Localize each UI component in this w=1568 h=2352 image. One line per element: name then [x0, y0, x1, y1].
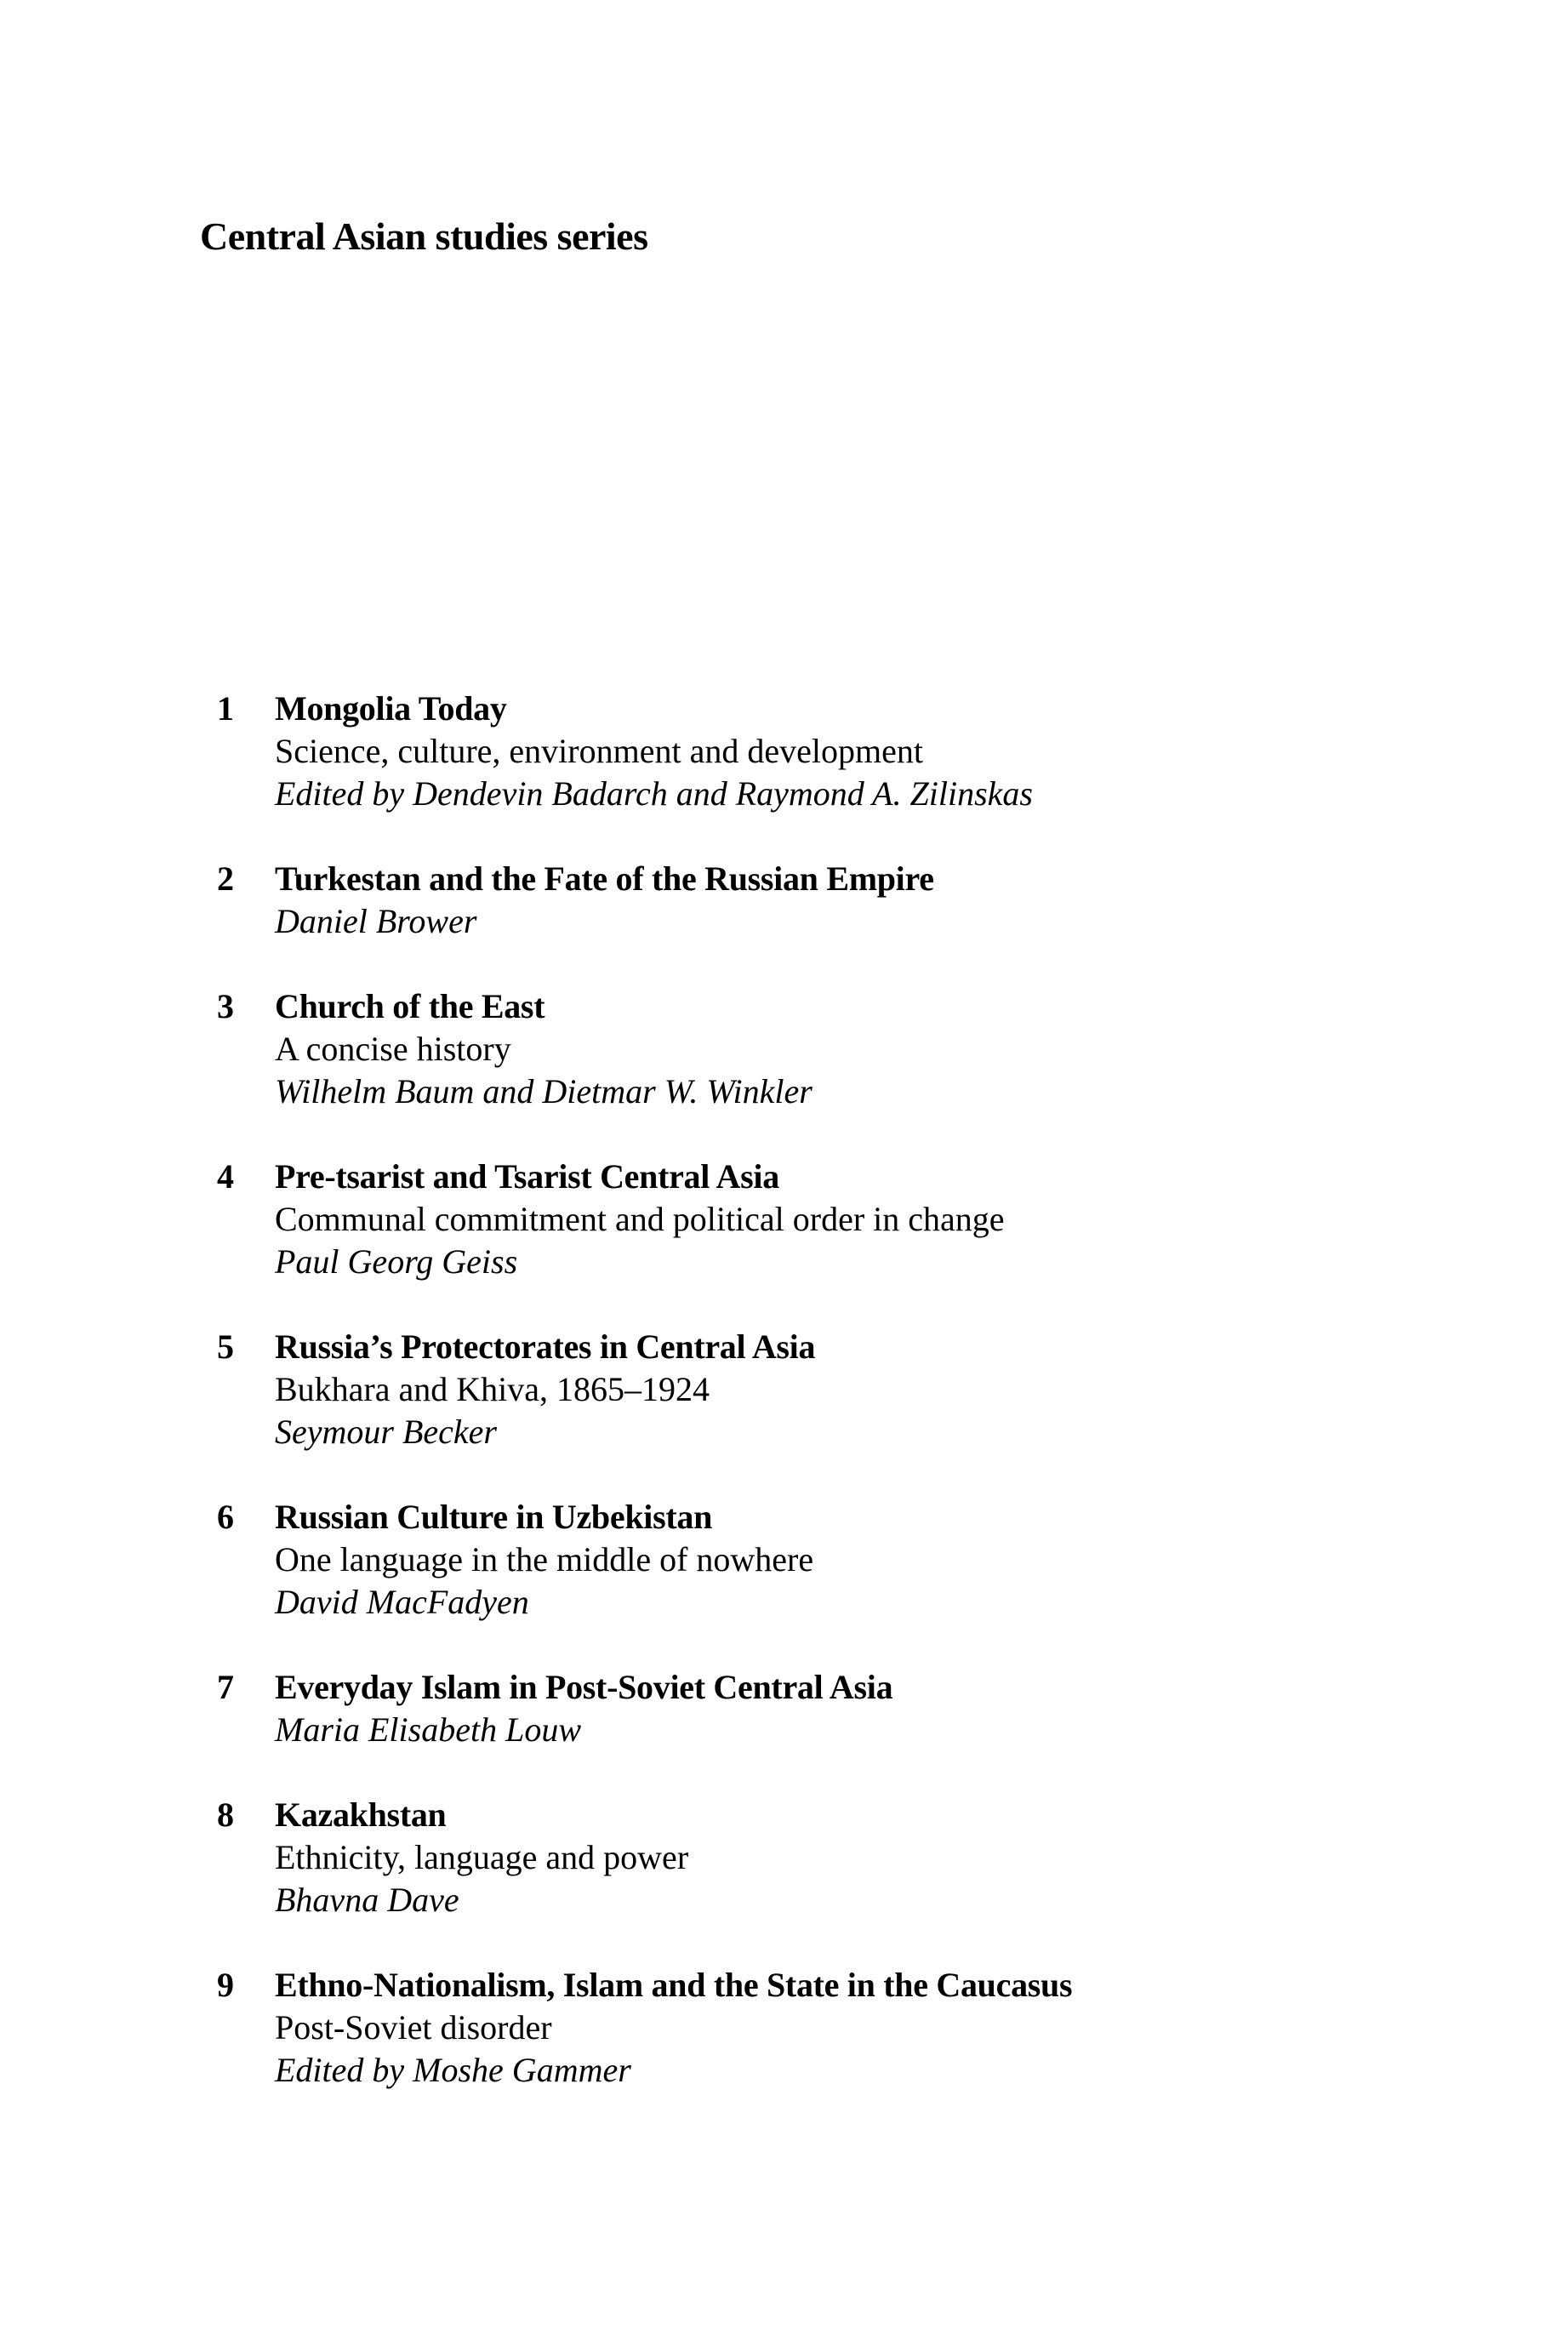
book-entry — [217, 1794, 1451, 1921]
book-entry — [217, 1326, 1451, 1453]
book-number: 9 — [217, 1966, 234, 2004]
book-subtitle: Ethnicity, language and power — [275, 1838, 689, 1876]
series-title: Central Asian studies series — [200, 214, 648, 258]
book-author: Wilhelm Baum and Dietmar W. Winkler — [275, 1072, 813, 1110]
book-title: Mongolia Today — [275, 689, 507, 728]
book-author: David MacFadyen — [275, 1583, 529, 1621]
book-author: Maria Elisabeth Louw — [275, 1710, 582, 1749]
book-author: Edited by Moshe Gammer — [275, 2051, 631, 2089]
book-entry — [217, 985, 1451, 1113]
book-author: Paul Georg Geiss — [275, 1242, 518, 1281]
book-number: 5 — [217, 1327, 234, 1366]
book-list — [217, 688, 1451, 2134]
book-author: Bhavna Dave — [275, 1881, 459, 1919]
book-title: Ethno-Nationalism, Islam and the State in the Caucasus — [275, 1966, 1073, 2004]
book-entry — [217, 858, 1451, 943]
book-subtitle: Post-Soviet disorder — [275, 2008, 552, 2047]
book-entry — [217, 1156, 1451, 1283]
book-entry — [217, 1666, 1451, 1751]
book-title: Pre-tsarist and Tsarist Central Asia — [275, 1157, 779, 1196]
book-author: Edited by Dendevin Badarch and Raymond A. Zilinskas — [275, 774, 1033, 813]
book-title: Russia’s Protectorates in Central Asia — [275, 1327, 816, 1366]
book-number: 6 — [217, 1498, 234, 1536]
book-subtitle: Science, culture, environment and development — [275, 732, 923, 770]
book-entry — [217, 1496, 1451, 1624]
book-number: 7 — [217, 1668, 234, 1706]
book-number: 8 — [217, 1795, 234, 1834]
book-subtitle: A concise history — [275, 1030, 511, 1068]
book-subtitle: One language in the middle of nowhere — [275, 1540, 814, 1578]
book-entry — [217, 688, 1451, 815]
book-title: Russian Culture in Uzbekistan — [275, 1498, 713, 1536]
book-subtitle: Communal commitment and political order in change — [275, 1200, 1005, 1238]
book-title: Church of the East — [275, 987, 545, 1025]
book-number: 2 — [217, 859, 234, 898]
book-author: Daniel Brower — [275, 902, 477, 940]
book-title: Turkestan and the Fate of the Russian Empire — [275, 859, 934, 898]
book-number: 1 — [217, 689, 234, 728]
book-title: Everyday Islam in Post-Soviet Central Asia — [275, 1668, 893, 1706]
book-entry — [217, 1964, 1451, 2092]
book-number: 4 — [217, 1157, 234, 1196]
book-subtitle: Bukhara and Khiva, 1865–1924 — [275, 1370, 710, 1408]
book-number: 3 — [217, 987, 234, 1025]
book-title: Kazakhstan — [275, 1795, 447, 1834]
book-author: Seymour Becker — [275, 1413, 497, 1451]
